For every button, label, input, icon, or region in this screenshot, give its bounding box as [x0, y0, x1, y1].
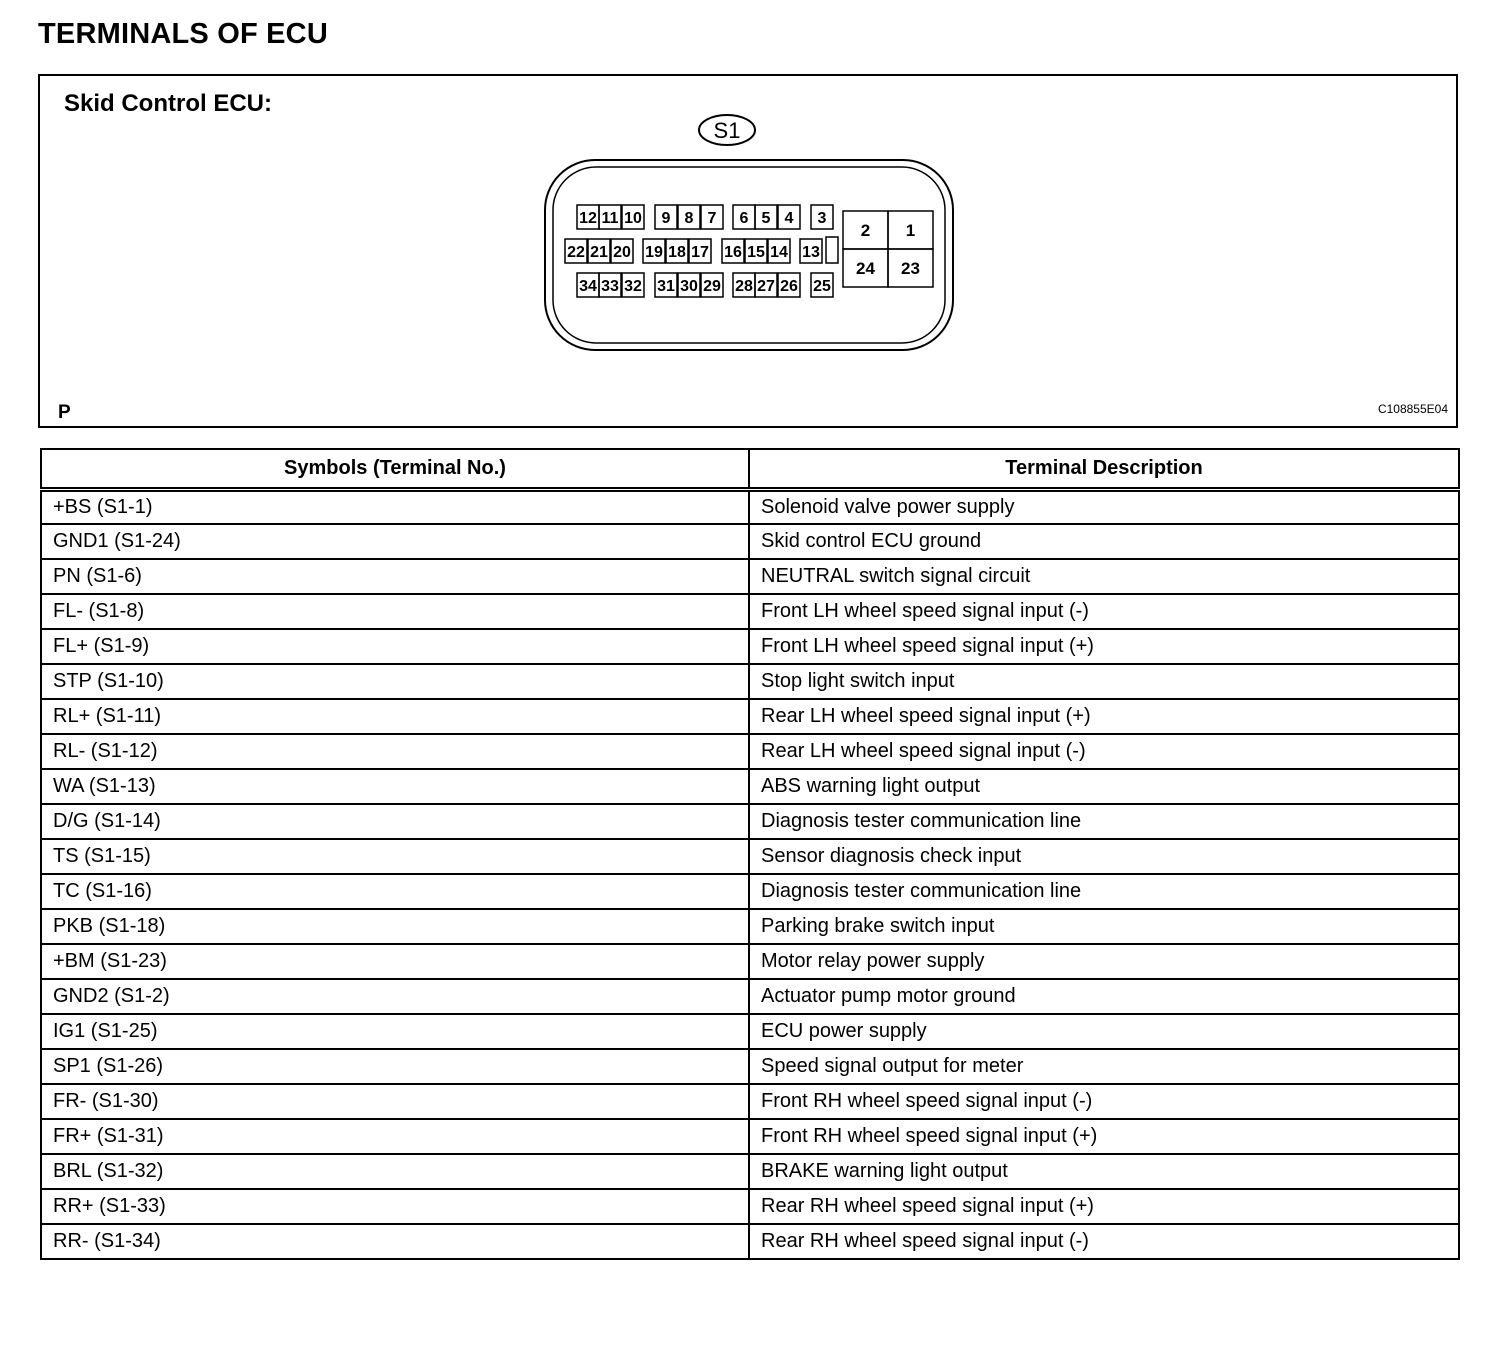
pin-label: 15 — [747, 243, 765, 261]
table-row — [41, 629, 1459, 664]
terminal-symbol-cell: RL- (S1-12) — [41, 734, 749, 769]
terminal-description-cell: Rear LH wheel speed signal input (-) — [749, 734, 1459, 769]
pin-label: 10 — [624, 209, 642, 227]
pin-label: 8 — [684, 209, 694, 227]
pin-label: 16 — [724, 243, 742, 261]
pin-label: 6 — [739, 209, 749, 227]
pin-label: 26 — [780, 277, 798, 295]
pin-label: 3 — [817, 209, 827, 227]
pin-label: 5 — [761, 209, 771, 227]
pin-label: 19 — [645, 243, 663, 261]
table-row — [41, 1224, 1459, 1259]
terminal-symbol-cell: GND1 (S1-24) — [41, 524, 749, 559]
table-row — [41, 699, 1459, 734]
pin-label: 2 — [860, 221, 871, 241]
table-row — [41, 1189, 1459, 1224]
terminal-symbol-cell: BRL (S1-32) — [41, 1154, 749, 1189]
table-header-row — [41, 449, 1459, 489]
page-title: TERMINALS OF ECU — [38, 18, 328, 50]
terminal-symbol-cell: +BM (S1-23) — [41, 944, 749, 979]
terminal-symbol-cell: SP1 (S1-26) — [41, 1049, 749, 1084]
pin-label: 21 — [590, 243, 608, 261]
pin-label: 11 — [601, 209, 619, 227]
table-row — [41, 909, 1459, 944]
terminal-symbol-cell: GND2 (S1-2) — [41, 979, 749, 1014]
table-row — [41, 1119, 1459, 1154]
pin-cell — [826, 237, 838, 263]
table-row — [41, 1084, 1459, 1119]
terminal-description-cell: Solenoid valve power supply — [749, 489, 1459, 524]
terminal-symbol-cell: FR- (S1-30) — [41, 1084, 749, 1119]
pin-group — [565, 205, 933, 297]
pin-label: 1 — [905, 221, 916, 241]
terminal-description-cell: Diagnosis tester communication line — [749, 804, 1459, 839]
connector-diagram — [40, 76, 1456, 426]
terminal-description-cell: Rear LH wheel speed signal input (+) — [749, 699, 1459, 734]
pin-label: 22 — [567, 243, 585, 261]
pin-label: 13 — [802, 243, 820, 261]
table-row — [41, 979, 1459, 1014]
connector-label: S1 — [713, 118, 741, 143]
terminal-description-cell: ECU power supply — [749, 1014, 1459, 1049]
pin-label: 17 — [691, 243, 709, 261]
table-row — [41, 769, 1459, 804]
pin-label: 18 — [668, 243, 686, 261]
pin-label: 33 — [601, 277, 619, 295]
terminal-symbol-cell: FL- (S1-8) — [41, 594, 749, 629]
terminal-symbol-cell: +BS (S1-1) — [41, 489, 749, 524]
terminal-symbol-cell: STP (S1-10) — [41, 664, 749, 699]
terminal-description-cell: ABS warning light output — [749, 769, 1459, 804]
terminal-symbol-cell: PN (S1-6) — [41, 559, 749, 594]
table-row — [41, 874, 1459, 909]
terminal-description-cell: Stop light switch input — [749, 664, 1459, 699]
terminal-description-cell: Front RH wheel speed signal input (+) — [749, 1119, 1459, 1154]
terminal-symbol-cell: WA (S1-13) — [41, 769, 749, 804]
figure-code: C108855E04 — [1377, 402, 1448, 416]
table-row — [41, 524, 1459, 559]
table-row — [41, 559, 1459, 594]
pin-label: 32 — [624, 277, 642, 295]
table-row — [41, 1049, 1459, 1084]
connector-figure — [38, 74, 1458, 428]
table-row — [41, 664, 1459, 699]
terminal-description-cell: Front LH wheel speed signal input (+) — [749, 629, 1459, 664]
pin-label: 4 — [784, 209, 794, 227]
terminal-table — [40, 448, 1460, 1260]
terminal-symbol-cell: IG1 (S1-25) — [41, 1014, 749, 1049]
terminal-description-cell: Speed signal output for meter — [749, 1049, 1459, 1084]
terminal-description-cell: Rear RH wheel speed signal input (-) — [749, 1224, 1459, 1259]
terminal-symbol-cell: FL+ (S1-9) — [41, 629, 749, 664]
terminal-symbol-cell: PKB (S1-18) — [41, 909, 749, 944]
pin-label: 34 — [579, 277, 597, 295]
pin-label: 7 — [707, 209, 717, 227]
terminal-symbol-cell: RL+ (S1-11) — [41, 699, 749, 734]
terminal-symbol-cell: D/G (S1-14) — [41, 804, 749, 839]
terminal-description-cell: Actuator pump motor ground — [749, 979, 1459, 1014]
corner-letter: P — [58, 402, 71, 423]
figure-caption: Skid Control ECU: — [64, 90, 272, 117]
pin-label: 30 — [680, 277, 698, 295]
terminal-description-cell: Skid control ECU ground — [749, 524, 1459, 559]
table-row — [41, 944, 1459, 979]
terminal-description-cell: Motor relay power supply — [749, 944, 1459, 979]
terminal-description-cell: Sensor diagnosis check input — [749, 839, 1459, 874]
pin-label: 25 — [813, 277, 831, 295]
terminal-description-cell: BRAKE warning light output — [749, 1154, 1459, 1189]
terminal-symbol-cell: FR+ (S1-31) — [41, 1119, 749, 1154]
terminal-description-cell: NEUTRAL switch signal circuit — [749, 559, 1459, 594]
table-row — [41, 804, 1459, 839]
terminal-description-cell: Rear RH wheel speed signal input (+) — [749, 1189, 1459, 1224]
pin-label: 27 — [757, 277, 775, 295]
terminal-symbol-cell: RR+ (S1-33) — [41, 1189, 749, 1224]
terminal-symbol-cell: TS (S1-15) — [41, 839, 749, 874]
pin-label: 29 — [703, 277, 721, 295]
pin-label: 23 — [901, 259, 920, 279]
table-row — [41, 489, 1459, 524]
terminal-description-cell: Front LH wheel speed signal input (-) — [749, 594, 1459, 629]
terminal-symbol-cell: RR- (S1-34) — [41, 1224, 749, 1259]
pin-label: 12 — [579, 209, 597, 227]
pin-label: 28 — [735, 277, 753, 295]
pin-label: 14 — [770, 243, 788, 261]
pin-label: 20 — [613, 243, 631, 261]
terminal-description-cell: Diagnosis tester communication line — [749, 874, 1459, 909]
pin-label: 9 — [661, 209, 671, 227]
table-row — [41, 734, 1459, 769]
table-row — [41, 839, 1459, 874]
header-symbols: Symbols (Terminal No.) — [41, 449, 749, 489]
header-description: Terminal Description — [749, 449, 1459, 489]
terminal-symbol-cell: TC (S1-16) — [41, 874, 749, 909]
table-row — [41, 1014, 1459, 1049]
terminal-description-cell: Front RH wheel speed signal input (-) — [749, 1084, 1459, 1119]
table-row — [41, 1154, 1459, 1189]
table-row — [41, 594, 1459, 629]
pin-label: 24 — [856, 259, 875, 279]
terminal-description-cell: Parking brake switch input — [749, 909, 1459, 944]
pin-label: 31 — [657, 277, 675, 295]
